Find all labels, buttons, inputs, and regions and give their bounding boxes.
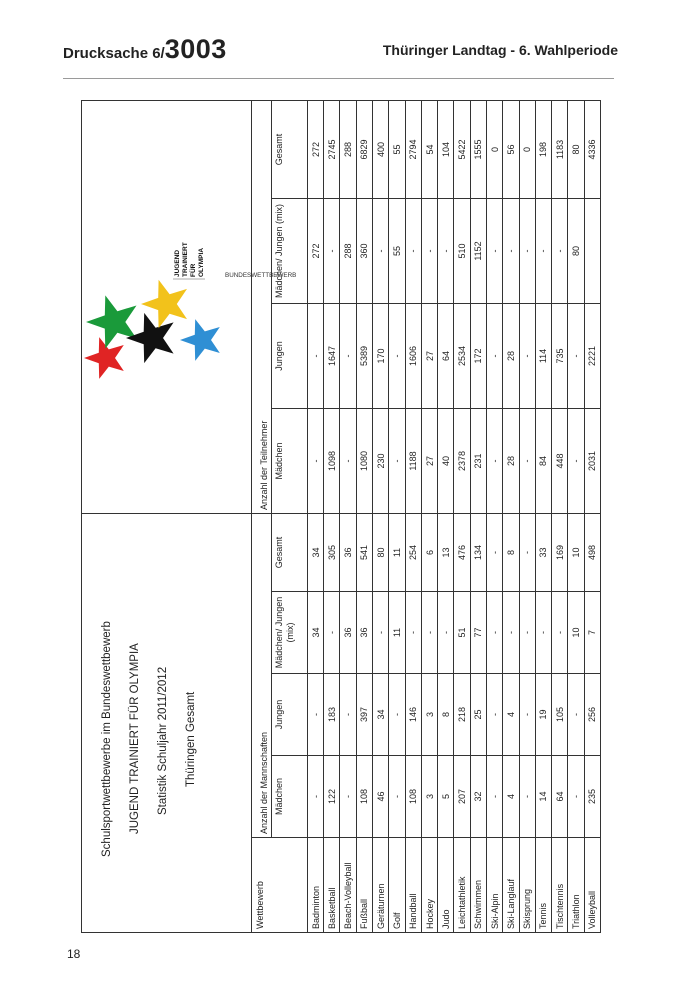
table-cell: 105 (552, 674, 568, 756)
row-label: Judo (438, 838, 454, 933)
table-cell: 169 (552, 513, 568, 591)
table-row (584, 100, 600, 932)
table-row (438, 100, 454, 932)
table-cell: 36 (340, 513, 356, 591)
table-cell: 4 (503, 756, 519, 838)
table-row (454, 100, 470, 932)
logo-star-green (86, 295, 137, 348)
logo-star-red (84, 337, 124, 379)
table-row (405, 100, 421, 932)
table-cell: 198 (535, 100, 551, 198)
table-cell: - (307, 674, 323, 756)
parliament-title: Thüringer Landtag - 6. Wahlperiode (382, 42, 618, 58)
table-cell: - (487, 408, 503, 513)
table-cell: 122 (324, 756, 340, 838)
table-cell: 1647 (324, 303, 340, 408)
table-cell: 498 (584, 513, 600, 591)
table-cell: - (519, 408, 535, 513)
table-cell: 80 (568, 100, 584, 198)
table-cell: 207 (454, 756, 470, 838)
table-cell: 11 (389, 513, 405, 591)
table-cell: 476 (454, 513, 470, 591)
table-cell: 11 (389, 592, 405, 674)
table-cell: 108 (356, 756, 372, 838)
table-cell: - (519, 303, 535, 408)
table-cell: - (487, 513, 503, 591)
logo-text-olympia: OLYMPIA (198, 247, 205, 277)
table-cell: 6829 (356, 100, 372, 198)
table-cell: 34 (307, 513, 323, 591)
table-cell: - (324, 592, 340, 674)
table-cell: 64 (438, 303, 454, 408)
document-number-value: 3003 (164, 34, 227, 64)
table-cell: 51 (454, 592, 470, 674)
table-cell: 218 (454, 674, 470, 756)
table-cell: 64 (552, 756, 568, 838)
table-cell: 108 (405, 756, 421, 838)
table-cell: - (389, 408, 405, 513)
table-cell: - (307, 756, 323, 838)
page-number: 18 (67, 947, 81, 961)
table-cell: 172 (470, 303, 486, 408)
table-cell: 13 (438, 513, 454, 591)
row-label: Skisprung (519, 838, 535, 933)
rotated-statistics-table (81, 101, 601, 933)
table-cell: 1606 (405, 303, 421, 408)
table-cell: - (340, 408, 356, 513)
table-row (389, 100, 405, 932)
table-cell: 80 (568, 198, 584, 303)
table-cell: - (535, 592, 551, 674)
table-cell: 3 (421, 674, 437, 756)
subheader-teams-boys: Jungen (272, 674, 308, 756)
table-cell: - (503, 592, 519, 674)
table-cell: 28 (503, 303, 519, 408)
table-cell: 0 (519, 100, 535, 198)
table-cell: 27 (421, 408, 437, 513)
row-label: Fußball (356, 838, 372, 933)
logo-text-fuer: FÜR (190, 263, 197, 277)
table-cell: 55 (389, 100, 405, 198)
table-row (470, 100, 486, 932)
subheader-participants-girls: Mädchen (272, 408, 308, 513)
table-cell: - (373, 198, 389, 303)
table-cell: 510 (454, 198, 470, 303)
table-cell: 14 (535, 756, 551, 838)
table-cell: - (535, 198, 551, 303)
row-label: Leichtathletik (454, 838, 470, 933)
title-line-4: Thüringen Gesamt (185, 691, 197, 787)
table-cell: 400 (373, 100, 389, 198)
table-row (373, 100, 389, 932)
table-cell: 2534 (454, 303, 470, 408)
table-cell: 541 (356, 513, 372, 591)
table-cell: 40 (438, 408, 454, 513)
table-cell: - (487, 674, 503, 756)
table-cell: - (568, 756, 584, 838)
table-cell: - (389, 674, 405, 756)
table-cell: - (340, 674, 356, 756)
row-label: Ski-Langlauf (503, 838, 519, 933)
table-body (307, 100, 600, 932)
subheader-teams-mixed: Mädchen/ Jungen (mix) (272, 592, 308, 674)
table-cell: 0 (487, 100, 503, 198)
row-label: Triathlon (568, 838, 584, 933)
table-cell: 146 (405, 674, 421, 756)
header-divider (63, 78, 614, 79)
table-cell: 55 (389, 198, 405, 303)
table-cell: 104 (438, 100, 454, 198)
logo-text-jugend: JUGEND (174, 249, 181, 277)
table-cell: - (340, 303, 356, 408)
table-cell: - (389, 756, 405, 838)
table-cell: 4 (503, 674, 519, 756)
table-cell: 448 (552, 408, 568, 513)
table-row (552, 100, 568, 932)
table-cell: 254 (405, 513, 421, 591)
table-cell: - (519, 592, 535, 674)
table-cell: 3 (421, 756, 437, 838)
logo-star-black (126, 313, 174, 363)
table-cell: 5389 (356, 303, 372, 408)
table-cell: - (421, 592, 437, 674)
table-cell: 2031 (584, 408, 600, 513)
document-prefix: Drucksache 6/ (63, 45, 165, 62)
subheader-teams-total: Gesamt (272, 513, 308, 591)
row-label: Tennis (535, 838, 551, 933)
table-cell (584, 198, 600, 303)
table-cell: 8 (503, 513, 519, 591)
table-row (535, 100, 551, 932)
table-cell: - (503, 198, 519, 303)
table-cell: 1555 (470, 100, 486, 198)
table-cell: - (405, 592, 421, 674)
table-cell: - (307, 408, 323, 513)
table-cell: - (519, 198, 535, 303)
subheader-participants-mixed: Mädchen/ Jungen (mix) (272, 198, 308, 303)
row-label: Geräturnen (373, 838, 389, 933)
table-cell: 1098 (324, 408, 340, 513)
table-cell: - (568, 408, 584, 513)
table-cell: 1183 (552, 100, 568, 198)
table-cell: 77 (470, 592, 486, 674)
table-cell: - (438, 198, 454, 303)
table-cell: 735 (552, 303, 568, 408)
table-cell: 256 (584, 674, 600, 756)
table-cell: 19 (535, 674, 551, 756)
row-label: Ski-Alpin (487, 838, 503, 933)
table-cell: - (324, 198, 340, 303)
subheader-teams-girls: Mädchen (272, 756, 308, 838)
row-label: Basketball (324, 838, 340, 933)
title-line-2: JUGEND TRAINIERT FÜR OLYMPIA (129, 643, 141, 834)
table-row (324, 100, 340, 932)
table-row (503, 100, 519, 932)
logo-text-trainiert: TRAINIERT (182, 242, 189, 277)
table-cell: 54 (421, 100, 437, 198)
table-cell: 170 (373, 303, 389, 408)
table-cell: 32 (470, 756, 486, 838)
table-cell: - (340, 756, 356, 838)
table-cell: 360 (356, 198, 372, 303)
title-line-3: Statistik Schuljahr 2011/2012 (157, 666, 169, 815)
table-cell: 34 (373, 674, 389, 756)
table-cell: 2221 (584, 303, 600, 408)
table-cell: 56 (503, 100, 519, 198)
table-cell: 84 (535, 408, 551, 513)
table-cell: 288 (340, 100, 356, 198)
table-row (421, 100, 437, 932)
table-cell: 6 (421, 513, 437, 591)
subheader-participants-total: Gesamt (272, 100, 308, 198)
table-cell: 5422 (454, 100, 470, 198)
table-cell: - (307, 303, 323, 408)
table-cell: - (487, 198, 503, 303)
document-number (63, 34, 227, 65)
table-cell: - (519, 674, 535, 756)
table-cell: 2745 (324, 100, 340, 198)
table-cell: 1080 (356, 408, 372, 513)
table-cell: - (389, 303, 405, 408)
row-label: Tischtennis (552, 838, 568, 933)
row-label: Badminton (307, 838, 323, 933)
header-group-participants: Anzahl der Teilnehmer (251, 100, 271, 513)
table-cell: 305 (324, 513, 340, 591)
title-line-1: Schulsportwettbewerbe im Bundeswettbewerb (101, 621, 113, 857)
table-cell: - (487, 303, 503, 408)
table-cell: 235 (584, 756, 600, 838)
table-cell: 1152 (470, 198, 486, 303)
table-cell: 5 (438, 756, 454, 838)
table-cell: 25 (470, 674, 486, 756)
table-cell: 34 (307, 592, 323, 674)
table-cell: 114 (535, 303, 551, 408)
table-cell: - (552, 198, 568, 303)
table-cell: 272 (307, 100, 323, 198)
table-cell: - (568, 674, 584, 756)
table-row (519, 100, 535, 932)
table-cell: 10 (568, 513, 584, 591)
table-cell: - (438, 592, 454, 674)
row-label: Schwimmen (470, 838, 486, 933)
table-row (307, 100, 323, 932)
table-cell: 288 (340, 198, 356, 303)
table-cell: 2794 (405, 100, 421, 198)
table-cell: - (487, 592, 503, 674)
table-cell: 183 (324, 674, 340, 756)
table-cell: 230 (373, 408, 389, 513)
table-cell: 7 (584, 592, 600, 674)
statistics-table (81, 100, 601, 933)
table-cell: 46 (373, 756, 389, 838)
table-cell: - (405, 198, 421, 303)
table-cell: 134 (470, 513, 486, 591)
subheader-participants-boys: Jungen (272, 303, 308, 408)
row-label: Handball (405, 838, 421, 933)
table-cell: 2378 (454, 408, 470, 513)
table-row (568, 100, 584, 932)
table-cell: - (487, 756, 503, 838)
row-label: Volleyball (584, 838, 600, 933)
header-wettbewerb: Wettbewerb (251, 838, 307, 933)
table-row (356, 100, 372, 932)
table-cell: - (519, 756, 535, 838)
row-label: Beach-Volleyball (340, 838, 356, 933)
table-cell: 1188 (405, 408, 421, 513)
row-label: Hockey (421, 838, 437, 933)
table-row (340, 100, 356, 932)
table-cell: 27 (421, 303, 437, 408)
table-cell: 8 (438, 674, 454, 756)
table-cell: - (552, 592, 568, 674)
table-cell: - (373, 592, 389, 674)
table-cell: 10 (568, 592, 584, 674)
table-cell: 231 (470, 408, 486, 513)
table-cell: 36 (356, 592, 372, 674)
table-cell: - (568, 303, 584, 408)
table-cell: 36 (340, 592, 356, 674)
table-cell: 80 (373, 513, 389, 591)
row-label: Golf (389, 838, 405, 933)
table-cell: 272 (307, 198, 323, 303)
logo-text-bundeswettbewerb: BUNDESWETTBEWERB (225, 271, 297, 279)
header-group-teams: Anzahl der Mannschaften (251, 513, 271, 837)
table-row (487, 100, 503, 932)
logo-star-blue (180, 319, 220, 361)
table-title-block (82, 513, 252, 932)
table-cell: 4336 (584, 100, 600, 198)
table-cell: - (421, 198, 437, 303)
table-cell: 33 (535, 513, 551, 591)
table-cell: 28 (503, 408, 519, 513)
table-cell: 397 (356, 674, 372, 756)
table-cell: - (519, 513, 535, 591)
